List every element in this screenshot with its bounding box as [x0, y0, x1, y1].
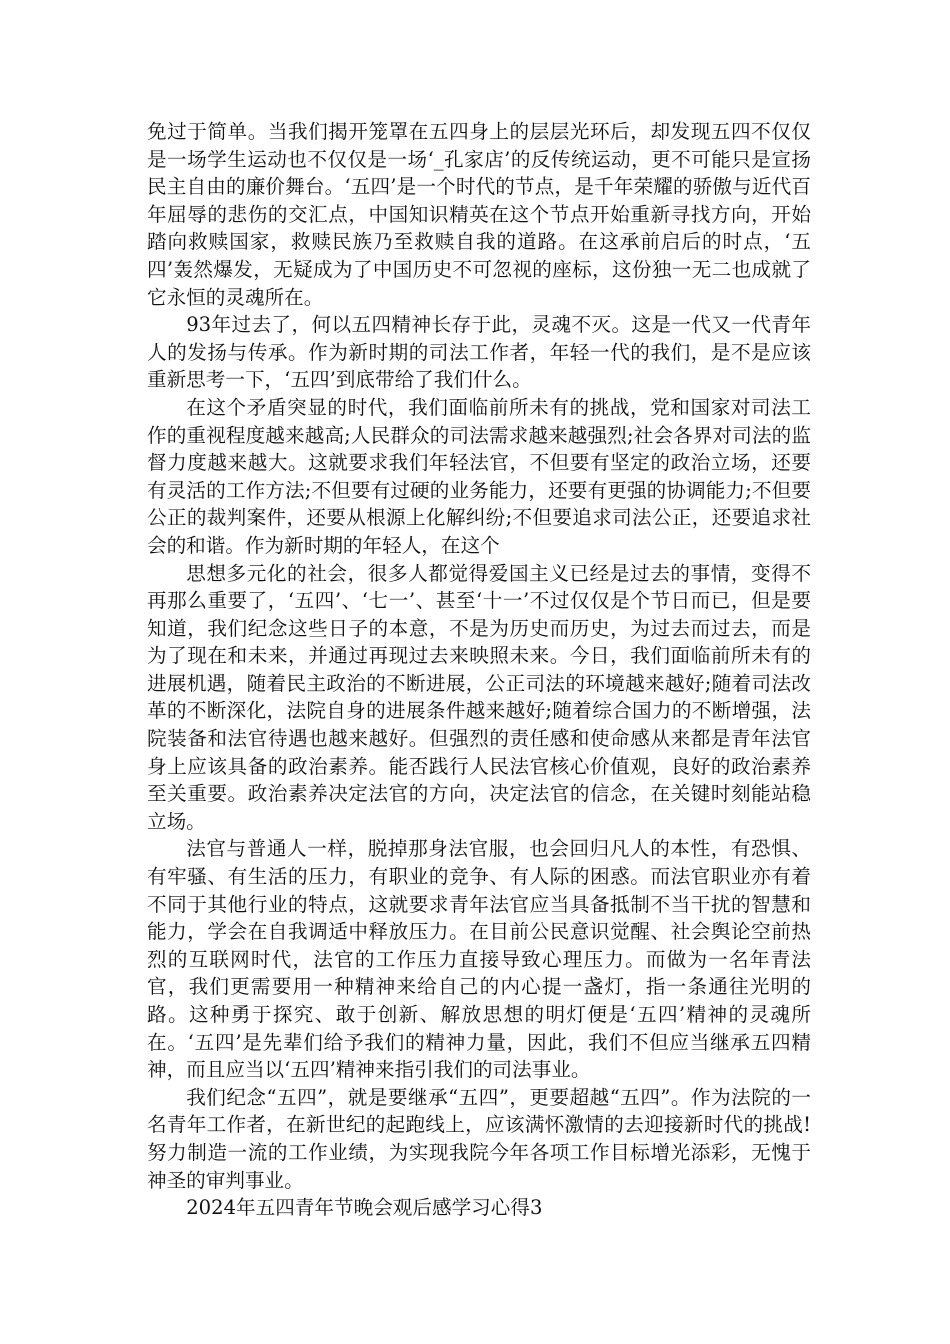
paragraph-diverse-society: 思想多元化的社会，很多人都觉得爱国主义已经是过去的事情，变得不再那么重要了，‘五四’、‘七一’、甚至‘十一’不过仅仅是个节日而已，但是要知道，我们纪念这些日子的本意，不是为历史而历史，为过去而过去，而是为了现在和未来，并通过再现过去来映照未来。今日，我们面临前所未有的进展机遇，随着民主政治的不断进展，公正司法的环境越来越好;随着司法改革的不断深化，法院自身的进展条件越来越好;随着综合国力的不断增强，法院装备和法官待遇也越来越好。但强烈的责任感和使命感从来都是青年法官身上应该具备的政治素养。能否践行人民法官核心价值观，良好的政治素养至关重要。政治素养决定法官的方向，决定法官的信念，在关键时刻能站稳立场。	[147, 561, 811, 833]
paragraph-judges: 法官与普通人一样，脱掉那身法官服，也会回归凡人的本性，有恐惧、有牢骚、有生活的压力，有职业的竞争、有人际的困惑。而法官职业亦有着不同于其他行业的特点，这就要求青年法官应当具备抵制不当干扰的智慧和能力，学会在自我调适中释放压力。在目前公民意识觉醒、社会舆论空前热烈的互联网时代，法官的工作压力直接导致心理压力。而做为一名年青法官，我们更需要用一种精神来给自己的内心提一盏灯，指一条通往光明的路。这种勇于探究、敢于创新、解放思想的明灯便是‘五四’精神的灵魂所在。‘五四’是先辈们给予我们的精神力量，因此，我们不但应当继承五四精神，而且应当以‘五四’精神来指引我们的司法事业。	[147, 837, 811, 1082]
document-page	[147, 118, 811, 1222]
paragraph-93-years: 93年过去了，何以五四精神长存于此，灵魂不灭。这是一代又一代青年人的发扬与传承。作为新时期的司法工作者，年轻一代的我们，是不是应该重新思考一下，‘五四’到底带给了我们什么。	[147, 313, 811, 392]
paragraph-continuation: 免过于简单。当我们揭开笼罩在五四身上的层层光环后，却发现五四不仅仅是一场学生运动也不仅仅是一场‘_孔家店’的反传统运动，更不可能只是宣扬民主自由的廉价舞台。‘五四’是一个时代的节点，是千年荣耀的骄傲与近代百年屈辱的悲伤的交汇点，中国知识精英在这个节点开始重新寻找方向，开始踏向救赎国家，救赎民族乃至救赎自我的道路。在这承前启后的时点，‘五四’轰然爆发，无疑成为了中国历史不可忽视的座标，这份独一无二也成就了它永恒的灵魂所在。	[147, 120, 811, 309]
paragraph-commemorate: 我们纪念“五四”，就是要继承“五四”，更要超越“五四”。作为法院的一名青年工作者，在新世纪的起跑线上，应该满怀激情的去迎接新时代的挑战!努力制造一流的工作业绩，为实现我院今年各项工作目标增光添彩，无愧于神圣的审判事业。	[147, 1085, 811, 1192]
paragraph-challenges: 在这个矛盾突显的时代，我们面临前所未有的挑战，党和国家对司法工作的重视程度越来越高;人民群众的司法需求越来越强烈;社会各界对司法的监督力度越来越大。这就要求我们年轻法官，不但要有坚定的政治立场，还要有灵活的工作方法;不但要有过硬的业务能力，还要有更强的协调能力;不但要公正的裁判案件，还要从根源上化解纠纷;不但要追求司法公正，还要追求社会的和谐。作为新时期的年轻人，在这个	[147, 395, 811, 557]
section-heading: 2024年五四青年节晚会观后感学习心得3	[186, 1196, 543, 1220]
